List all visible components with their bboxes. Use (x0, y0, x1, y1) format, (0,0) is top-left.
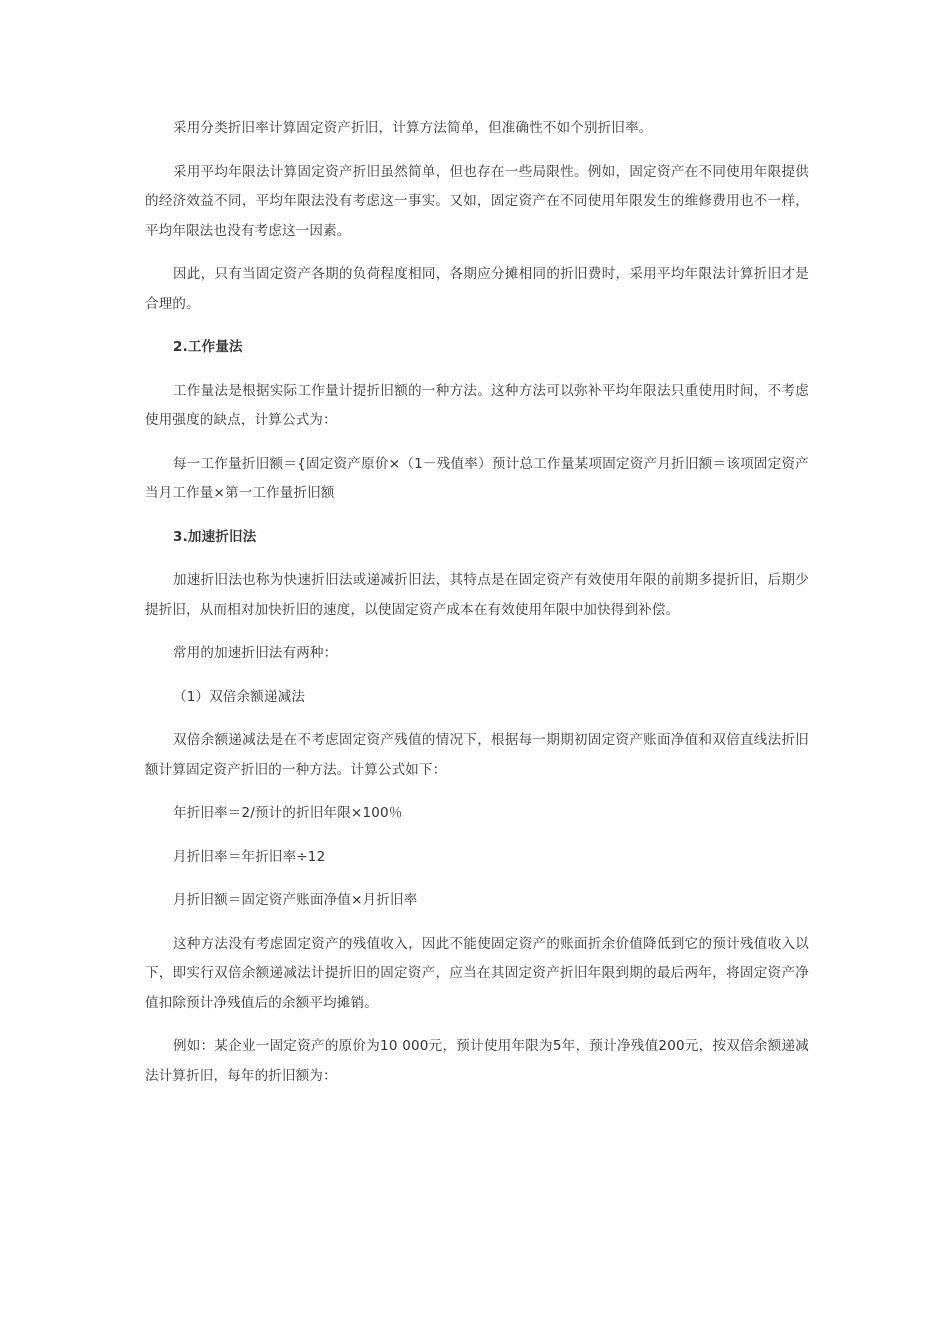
section-heading-accelerated-method: 3.加速折旧法 (173, 528, 257, 545)
formula-annual-rate: 年折旧率＝2/预计的折旧年限×100％ (173, 805, 403, 821)
formula-monthly-amount: 月折旧额＝固定资产账面净值×月折旧率 (173, 892, 418, 908)
paragraph-4: 工作量法是根据实际工作量计提折旧额的一种方法。这种方法可以弥补平均年限法只重使用时间，不考虑使用强度的缺点，计算公式为： (145, 382, 809, 428)
paragraph-example: 例如：某企业一固定资产的原价为10 000元，预计使用年限为5年，预计净残值200元，按双倍余额递减法计算折旧，每年的折旧额为： (145, 1038, 809, 1084)
paragraph-2: 采用平均年限法计算固定资产折旧虽然简单，但也存在一些局限性。例如，固定资产在不同使用年限提供的经济效益不同，平均年限法没有考虑这一事实。又如，固定资产在不同使用年限发生的维修费用也不一样，平均年限法也没有考虑这一因素。 (145, 163, 809, 239)
section-heading-workload-method: 2.工作量法 (173, 339, 243, 355)
formula-workload: 每一工作量折旧额＝{固定资产原价×（1－残值率）预计总工作量某项固定资产月折旧额＝该项固定资产当月工作量×第一工作量折旧额 (145, 455, 809, 501)
paragraph-1: 采用分类折旧率计算固定资产折旧，计算方法简单，但准确性不如个别折旧率。 (173, 120, 653, 136)
paragraph-3: 因此，只有当固定资产各期的负荷程度相同，各期应分摊相同的折旧费时，采用平均年限法计算折旧才是合理的。 (145, 266, 809, 312)
paragraph-7: 双倍余额递减法是在不考虑固定资产残值的情况下，根据每一期期初固定资产账面净值和双倍直线法折旧额计算固定资产折旧的一种方法。计算公式如下： (145, 732, 809, 778)
subheading-double-declining: （1）双倍余额递减法 (173, 688, 306, 705)
paragraph-8: 这种方法没有考虑固定资产的残值收入，因此不能使固定资产的账面折余价值降低到它的预计残值收入以下，即实行双倍余额递减法计提折旧的固定资产，应当在其固定资产折旧年限到期的最后两年，将固定资产净值扣除预计净残值后的余额平均摊销。 (145, 935, 809, 1011)
document-page (145, 114, 809, 1091)
paragraph-6: 常用的加速折旧法有两种： (173, 645, 338, 661)
paragraph-5: 加速折旧法也称为快速折旧法或递减折旧法，其特点是在固定资产有效使用年限的前期多提折旧，后期少提折旧，从而相对加快折旧的速度，以使固定资产成本在有效使用年限中加快得到补偿。 (145, 572, 809, 618)
formula-monthly-rate: 月折旧率＝年折旧率÷12 (173, 848, 326, 865)
